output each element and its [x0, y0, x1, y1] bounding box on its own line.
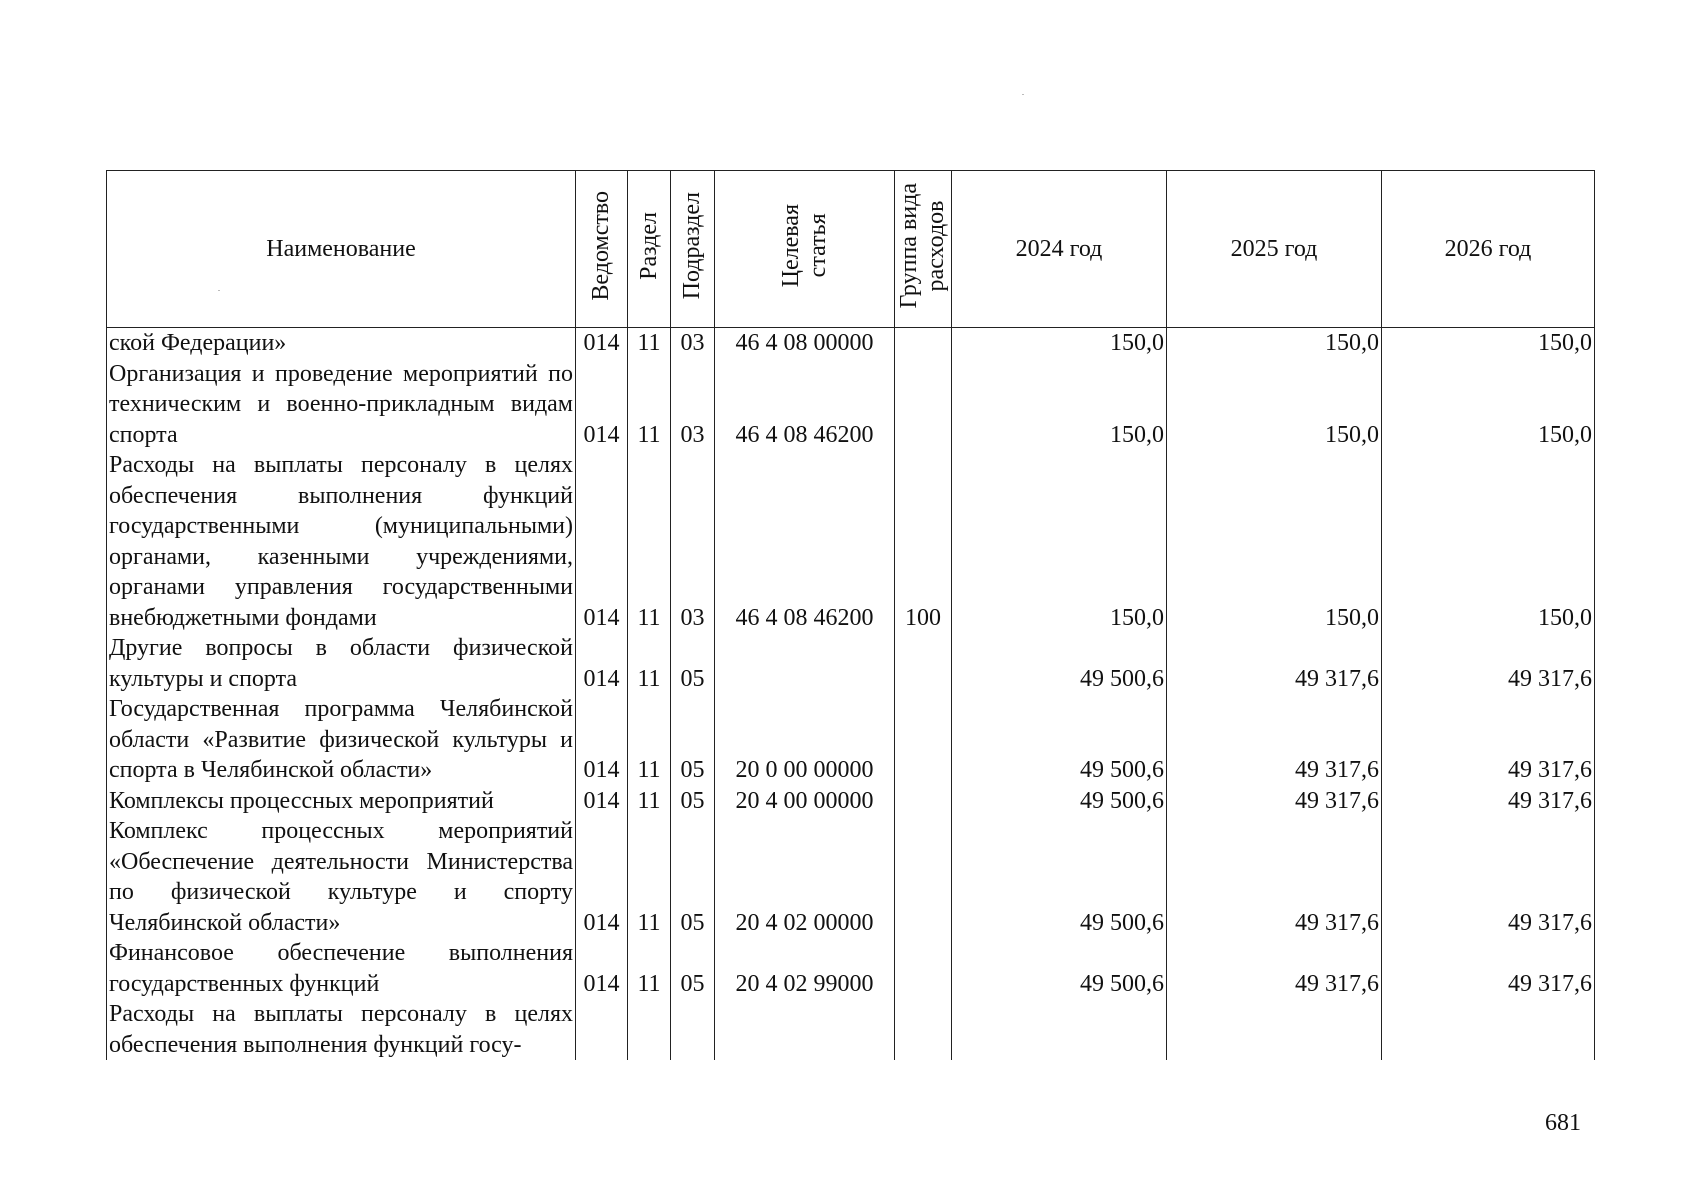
cell-gruppa — [895, 694, 952, 786]
cell-2026: 49 317,6 — [1382, 938, 1595, 999]
cell-vedomstvo: 014 — [576, 694, 628, 786]
cell-celevaya-statya: 46 4 08 46200 — [715, 359, 895, 451]
cell-podrazdel: 05 — [671, 786, 715, 817]
cell-celevaya-statya: 46 4 08 00000 — [715, 328, 895, 359]
cell-razdel: 11 — [628, 633, 671, 694]
cell-razdel: 11 — [628, 938, 671, 999]
cell-gruppa — [895, 633, 952, 694]
cell-name: Государственная программа Челябинской области «Развитие физической культуры и спорта в Челябинской области» — [107, 694, 576, 786]
cell-vedomstvo — [576, 999, 628, 1060]
cell-podrazdel: 03 — [671, 359, 715, 451]
cell-celevaya-statya: 20 4 00 00000 — [715, 786, 895, 817]
header-celevaya-statya — [715, 171, 895, 328]
header-vedomstvo-label: Ведомство — [588, 190, 614, 301]
cell-name: Расходы на выплаты персоналу в целях обеспечения выполнения функций государственными (муниципальными) органами, казенными учреждениями, органами управления государственными внебюджетными фондами — [107, 450, 576, 633]
table-row — [107, 450, 1595, 633]
cell-podrazdel: 05 — [671, 816, 715, 938]
table-row — [107, 786, 1595, 817]
cell-gruppa — [895, 816, 952, 938]
cell-podrazdel: 03 — [671, 328, 715, 359]
cell-2026: 150,0 — [1382, 359, 1595, 451]
cell-2025: 150,0 — [1167, 450, 1382, 633]
cell-2024: 49 500,6 — [952, 694, 1167, 786]
scan-speck — [218, 290, 220, 291]
cell-2025: 150,0 — [1167, 328, 1382, 359]
header-2024 — [952, 171, 1167, 328]
cell-2025: 49 317,6 — [1167, 786, 1382, 817]
table-row — [107, 938, 1595, 999]
cell-name: Финансовое обеспечение выполнения государственных функций — [107, 938, 576, 999]
cell-celevaya-statya: 20 0 00 00000 — [715, 694, 895, 786]
cell-2025: 49 317,6 — [1167, 633, 1382, 694]
cell-2024: 49 500,6 — [952, 938, 1167, 999]
cell-2025 — [1167, 999, 1382, 1060]
cell-celevaya-statya: 46 4 08 46200 — [715, 450, 895, 633]
cell-podrazdel: 03 — [671, 450, 715, 633]
cell-2026 — [1382, 999, 1595, 1060]
header-podrazdel-label: Подраздел — [679, 191, 705, 300]
table-row — [107, 328, 1595, 359]
cell-2026: 150,0 — [1382, 450, 1595, 633]
header-gruppa-vida-rashodov — [895, 171, 952, 328]
cell-celevaya-statya: 20 4 02 00000 — [715, 816, 895, 938]
header-2025 — [1167, 171, 1382, 328]
cell-name: ской Федерации» — [107, 328, 576, 359]
cell-name: Комплекс процессных мероприятий «Обеспечение деятельности Министерства по физической культуре и спорту Челябинской области» — [107, 816, 576, 938]
table-row — [107, 359, 1595, 451]
cell-gruppa — [895, 938, 952, 999]
cell-name: Расходы на выплаты персоналу в целях обеспечения выполнения функций госу- — [107, 999, 576, 1060]
cell-name: Организация и проведение мероприятий по техническим и военно-прикладным видам спорта — [107, 359, 576, 451]
cell-name: Другие вопросы в области физической культуры и спорта — [107, 633, 576, 694]
cell-razdel: 11 — [628, 359, 671, 451]
header-razdel-label: Раздел — [635, 211, 662, 280]
cell-vedomstvo: 014 — [576, 633, 628, 694]
header-2024-label: 2024 год — [1015, 235, 1103, 262]
cell-celevaya-statya — [715, 633, 895, 694]
cell-2026: 150,0 — [1382, 328, 1595, 359]
cell-2024: 150,0 — [952, 328, 1167, 359]
cell-celevaya-statya — [715, 999, 895, 1060]
header-celevaya-statya-label: Целевая статья — [777, 203, 831, 288]
header-razdel — [628, 171, 671, 328]
cell-2024: 150,0 — [952, 450, 1167, 633]
header-podrazdel — [671, 171, 715, 328]
cell-razdel: 11 — [628, 816, 671, 938]
cell-2024: 49 500,6 — [952, 633, 1167, 694]
table-row — [107, 816, 1595, 938]
cell-vedomstvo: 014 — [576, 359, 628, 451]
cell-vedomstvo: 014 — [576, 450, 628, 633]
cell-razdel — [628, 999, 671, 1060]
header-name — [107, 171, 576, 328]
cell-name: Комплексы процессных мероприятий — [107, 786, 576, 817]
cell-gruppa — [895, 359, 952, 451]
cell-2024: 150,0 — [952, 359, 1167, 451]
header-gruppa-vida-rashodov-label: Группа вида расходов — [896, 182, 949, 309]
header-2025-label: 2025 год — [1230, 235, 1318, 262]
cell-2026: 49 317,6 — [1382, 633, 1595, 694]
cell-2025: 150,0 — [1167, 359, 1382, 451]
cell-2024 — [952, 999, 1167, 1060]
cell-2025: 49 317,6 — [1167, 938, 1382, 999]
cell-podrazdel: 05 — [671, 633, 715, 694]
cell-podrazdel — [671, 999, 715, 1060]
cell-gruppa — [895, 328, 952, 359]
cell-razdel: 11 — [628, 328, 671, 359]
header-name-label: Наименование — [266, 235, 416, 262]
cell-2025: 49 317,6 — [1167, 816, 1382, 938]
cell-podrazdel: 05 — [671, 694, 715, 786]
cell-razdel: 11 — [628, 450, 671, 633]
cell-2026: 49 317,6 — [1382, 694, 1595, 786]
cell-2026: 49 317,6 — [1382, 786, 1595, 817]
cell-vedomstvo: 014 — [576, 938, 628, 999]
cell-vedomstvo: 014 — [576, 328, 628, 359]
cell-vedomstvo: 014 — [576, 816, 628, 938]
cell-vedomstvo: 014 — [576, 786, 628, 817]
cell-2024: 49 500,6 — [952, 816, 1167, 938]
cell-razdel: 11 — [628, 786, 671, 817]
cell-2026: 49 317,6 — [1382, 816, 1595, 938]
cell-gruppa — [895, 999, 952, 1060]
table-row — [107, 999, 1595, 1060]
cell-razdel: 11 — [628, 694, 671, 786]
table-row — [107, 633, 1595, 694]
cell-podrazdel: 05 — [671, 938, 715, 999]
cell-gruppa: 100 — [895, 450, 952, 633]
table-body — [107, 328, 1595, 1061]
table-header — [107, 171, 1595, 328]
page-number: 681 — [1545, 1110, 1581, 1136]
header-vedomstvo — [576, 171, 628, 328]
cell-celevaya-statya: 20 4 02 99000 — [715, 938, 895, 999]
cell-2025: 49 317,6 — [1167, 694, 1382, 786]
cell-2024: 49 500,6 — [952, 786, 1167, 817]
header-2026-label: 2026 год — [1444, 235, 1532, 262]
cell-gruppa — [895, 786, 952, 817]
header-2026 — [1382, 171, 1595, 328]
table-row — [107, 694, 1595, 786]
budget-table — [106, 170, 1595, 1060]
scan-speck — [1022, 94, 1024, 95]
